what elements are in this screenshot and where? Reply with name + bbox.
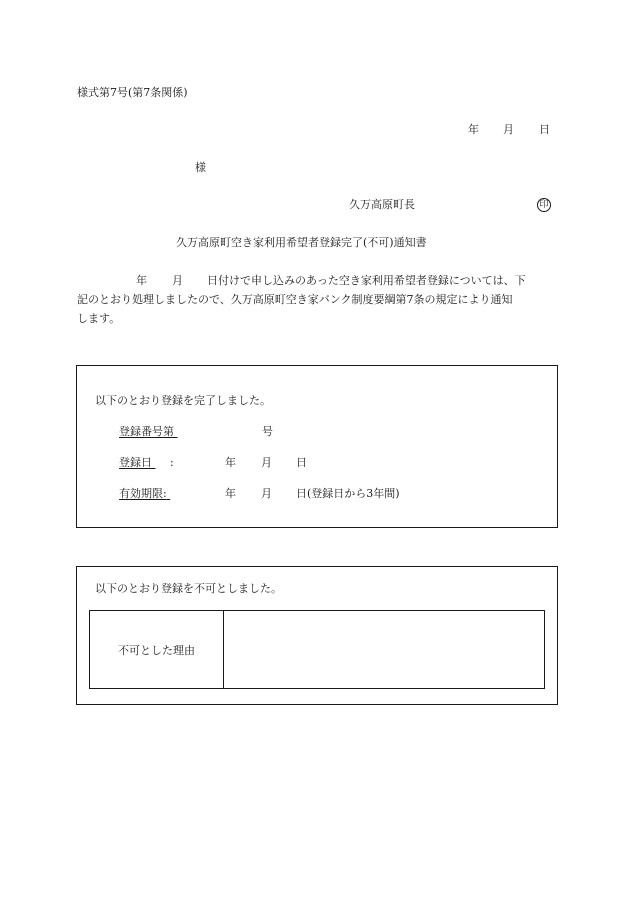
rejection-reason-value-cell xyxy=(224,611,544,688)
rejection-reason-table xyxy=(89,610,545,689)
date-day-label: 日 xyxy=(539,123,550,136)
body-line2: 記のとおり処理しましたので、久万高原町空き家バンク制度要綱第7条の規定により通知 xyxy=(77,293,513,306)
body-year: 年 xyxy=(136,274,147,287)
registration-date-year: 年 xyxy=(225,456,236,469)
body-month: 月 xyxy=(172,274,183,287)
rejection-reason-label: 不可とした理由 xyxy=(118,643,195,657)
date-year-label: 年 xyxy=(468,123,479,136)
registration-date-month: 月 xyxy=(261,456,272,469)
date-month-label: 月 xyxy=(503,123,514,136)
expiry-year: 年 xyxy=(225,487,236,500)
body-line1: 日付けで申し込みのあった空き家利用希望者登録については、下 xyxy=(207,274,526,287)
registration-date-day: 日 xyxy=(296,456,307,469)
expiry-date-line xyxy=(119,487,307,501)
form-number: 様式第7号(第7条関係) xyxy=(77,86,188,99)
rejected-heading: 以下のとおり登録を不可としました。 xyxy=(95,582,282,595)
expiry-label: 有効期限: xyxy=(119,487,167,500)
expiry-note: (登録日から3年間) xyxy=(307,487,400,500)
registration-date-line xyxy=(119,456,307,470)
registration-number-suffix: 号 xyxy=(262,425,273,438)
document-title: 久万高原町空き家利用希望者登録完了(不可)通知書 xyxy=(176,236,427,249)
registration-number-line xyxy=(119,425,272,439)
body-line3: します。 xyxy=(77,312,121,325)
issuer-title: 久万高原町長 xyxy=(349,198,415,211)
expiry-month: 月 xyxy=(261,487,272,500)
addressee-suffix: 様 xyxy=(195,161,206,174)
expiry-day: 日 xyxy=(296,487,307,500)
completed-heading: 以下のとおり登録を完了しました。 xyxy=(95,394,271,407)
registration-number-prefix: 登録番号第 xyxy=(119,425,174,438)
rejection-reason-label-cell xyxy=(90,611,224,688)
registration-date-colon: : xyxy=(170,456,174,469)
registration-date-label: 登録日 xyxy=(119,456,152,469)
seal-icon: 印 xyxy=(537,198,551,212)
completed-section xyxy=(76,365,558,528)
